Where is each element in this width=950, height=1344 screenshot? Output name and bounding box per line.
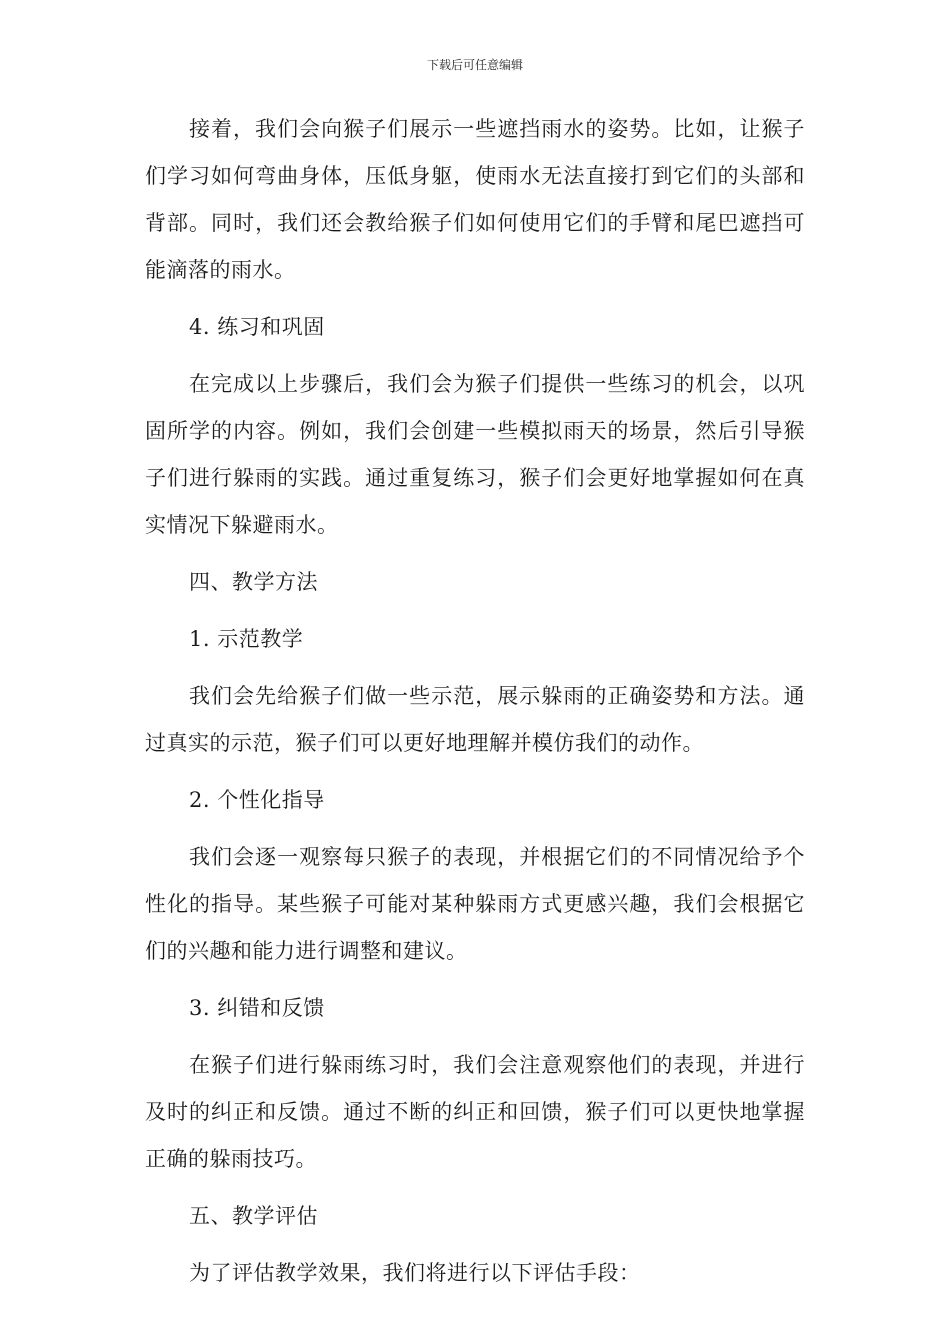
heading-individual-guidance: 2. 个性化指导 <box>189 788 325 812</box>
heading-practice: 4. 练习和巩固 <box>189 315 325 339</box>
heading-demonstration: 1. 示范教学 <box>189 627 304 651</box>
paragraph-practice: 在完成以上步骤后，我们会为猴子们提供一些练习的机会，以巩固所学的内容。例如，我们会创建一些模拟雨天的场景，然后引导猴子们进行躲雨的实践。通过重复练习，猴子们会更好地掌握如何在真实情况下躲避雨水。 <box>145 372 805 537</box>
heading-correction-feedback: 3. 纠错和反馈 <box>189 996 325 1020</box>
paragraph-demonstration: 我们会先给猴子们做一些示范，展示躲雨的正确姿势和方法。通过真实的示范，猴子们可以更好地理解并模仿我们的动作。 <box>145 684 805 755</box>
paragraph-individual-guidance: 我们会逐一观察每只猴子的表现，并根据它们的不同情况给予个性化的指导。某些猴子可能对某种躲雨方式更感兴趣，我们会根据它们的兴趣和能力进行调整和建议。 <box>145 845 805 963</box>
paragraph-correction-feedback: 在猴子们进行躲雨练习时，我们会注意观察他们的表现，并进行及时的纠正和反馈。通过不断的纠正和回馈，猴子们可以更快地掌握正确的躲雨技巧。 <box>145 1053 805 1171</box>
page-header: 下载后可任意编辑 <box>426 58 523 72</box>
heading-teaching-evaluation: 五、教学评估 <box>189 1204 318 1228</box>
heading-teaching-methods: 四、教学方法 <box>189 570 318 594</box>
paragraph-evaluation: 为了评估教学效果，我们将进行以下评估手段： <box>189 1261 641 1285</box>
paragraph-posture: 接着，我们会向猴子们展示一些遮挡雨水的姿势。比如，让猴子们学习如何弯曲身体，压低身躯，使雨水无法直接打到它们的头部和背部。同时，我们还会教给猴子们如何使用它们的手臂和尾巴遮挡可能滴落的雨水。 <box>145 117 805 282</box>
document-body <box>145 106 805 1297</box>
